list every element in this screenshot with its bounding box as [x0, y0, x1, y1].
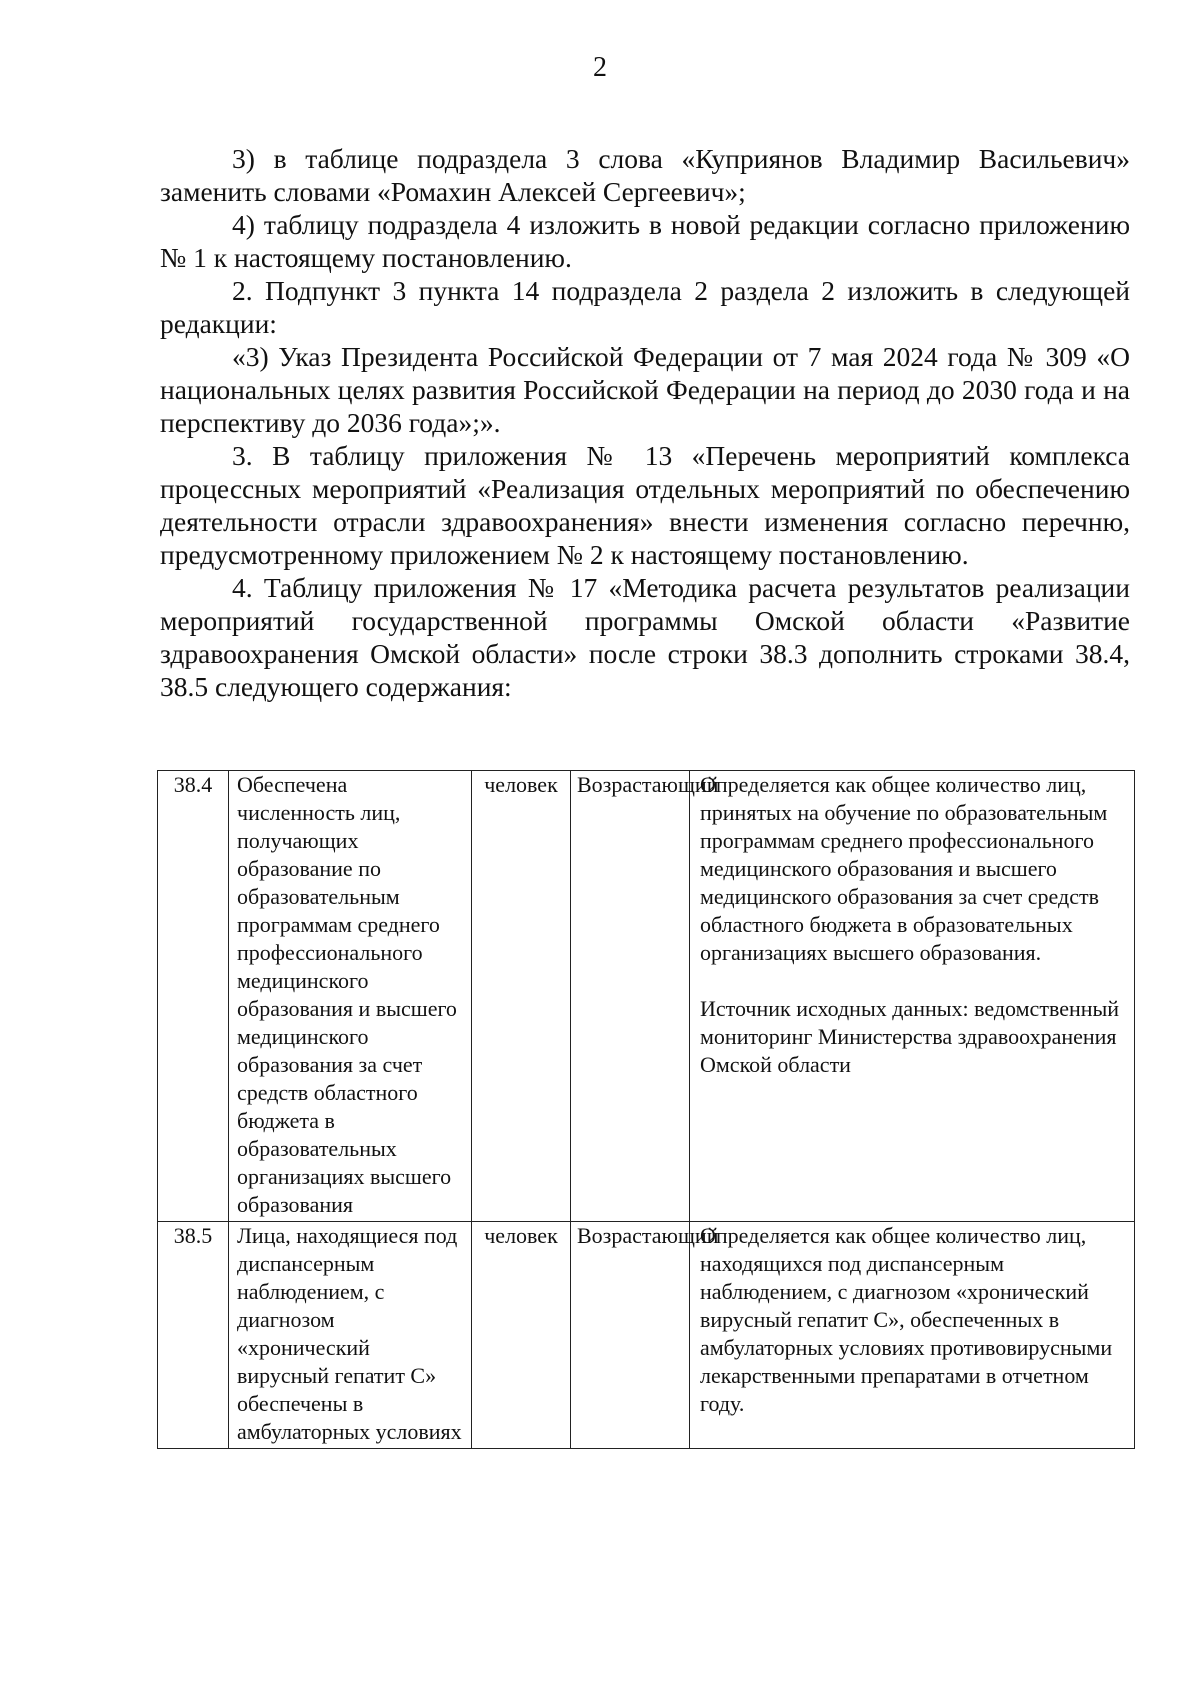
- paragraph-item-3: 3) в таблице подраздела 3 слова «Куприянов Владимир Васильевич» заменить словами «Ромахин Алексей Сергеевич»;: [160, 143, 1130, 207]
- paragraph-point-2: 2. Подпункт 3 пункта 14 подраздела 2 раздела 2 изложить в следующей редакции:: [160, 275, 1130, 339]
- dynamics-cell: Возрастающий: [571, 771, 690, 1222]
- row-number-cell: 38.5: [158, 1222, 229, 1449]
- paragraph-decree-quote: «3) Указ Президента Российской Федерации от 7 мая 2024 года № 309 «О национальных целях развития Российской Федерации на период до 2030 года и на перспективу до 2036 года»;».: [160, 341, 1130, 438]
- methodology-table: [157, 770, 1135, 1449]
- document-body: [160, 142, 1130, 703]
- row-number-cell: 38.4: [158, 771, 229, 1222]
- result-name-cell: Лица, находящиеся под диспансерным наблюдением, с диагнозом «хронический вирусный гепатит С» обеспечены в амбулаторных условиях: [229, 1222, 472, 1449]
- method-cell: [690, 771, 1135, 1222]
- paragraph-item-4: 4) таблицу подраздела 4 изложить в новой редакции согласно приложению № 1 к настоящему постановлению.: [160, 209, 1130, 273]
- unit-cell: человек: [472, 1222, 571, 1449]
- page-number: 2: [593, 52, 607, 83]
- method-cell: [690, 1222, 1135, 1449]
- paragraph-point-3: 3. В таблицу приложения № 13 «Перечень мероприятий комплекса процессных мероприятий «Реализация отдельных мероприятий по обеспечению деятельности отрасли здравоохранения» внести изменения согласно перечню, предусмотренному приложением № 2 к настоящему постановлению.: [160, 440, 1130, 570]
- dynamics-cell: Возрастающий: [571, 1222, 690, 1449]
- result-name-cell: Обеспечена численность лиц, получающих образование по образовательным программам среднего профессионального медицинского образования и высшего медицинского образования за счет средств областного бюджета в образовательных организациях высшего образования: [229, 771, 472, 1222]
- table-row: [158, 771, 1135, 1222]
- unit-cell: человек: [472, 771, 571, 1222]
- paragraph-point-4: 4. Таблицу приложения № 17 «Методика расчета результатов реализации мероприятий государственной программы Омской области «Развитие здравоохранения Омской области» после строки 38.3 дополнить строками 38.4, 38.5 следующего содержания:: [160, 572, 1130, 702]
- method-text: Определяется как общее количество лиц, находящихся под диспансерным наблюдением, с диагнозом «хронический вирусный гепатит С», обеспеченных в амбулаторных условиях противовирусными лекарственными препаратами в отчетном году.: [700, 1223, 1113, 1416]
- method-text: Определяется как общее количество лиц, принятых на обучение по образовательным программам среднего профессионального медицинского образования и высшего медицинского образования за счет средств областного бюджета в образовательных организациях высшего образования.: [700, 772, 1108, 965]
- table-row: [158, 1222, 1135, 1449]
- data-source-text: Источник исходных данных: ведомственный мониторинг Министерства здравоохранения Омской области: [700, 996, 1120, 1077]
